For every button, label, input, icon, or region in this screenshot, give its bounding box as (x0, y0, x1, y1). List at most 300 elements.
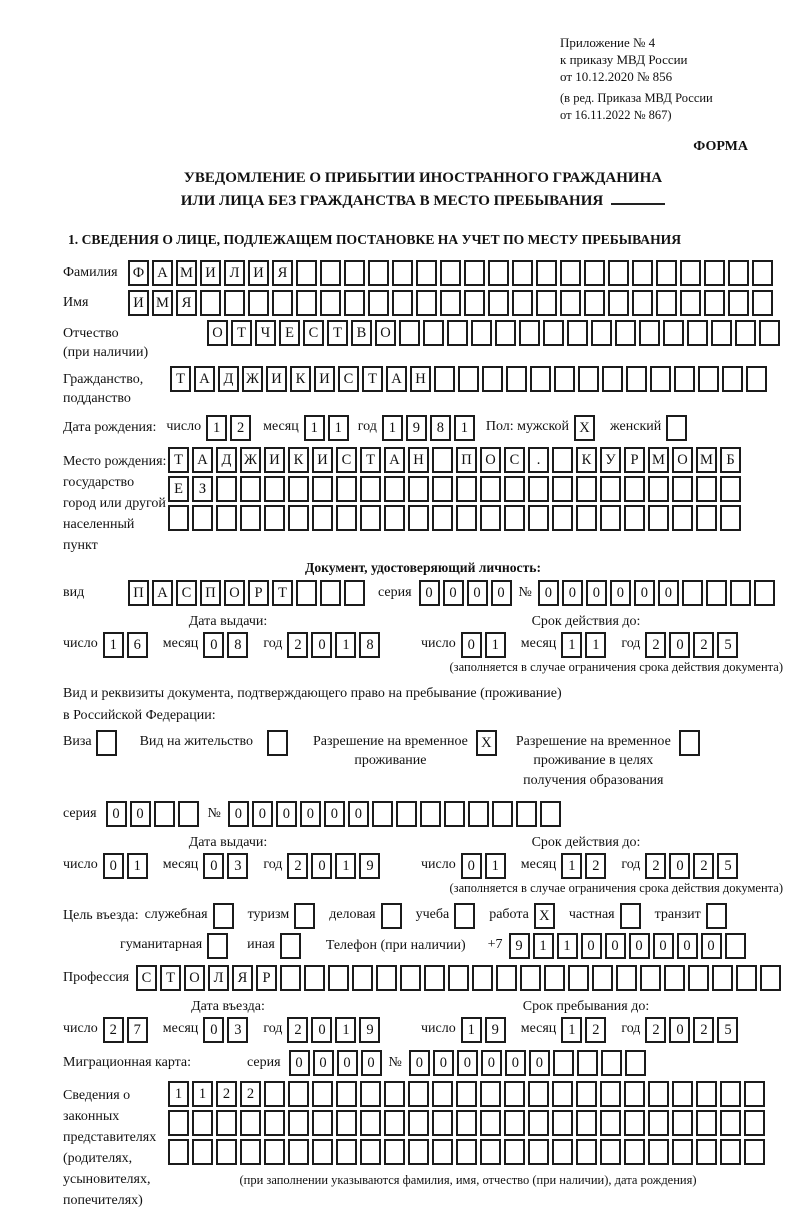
char-cell[interactable]: Т (170, 366, 191, 392)
char-cell[interactable] (432, 1139, 453, 1165)
char-cell[interactable] (482, 366, 503, 392)
char-cell[interactable]: 0 (653, 933, 674, 959)
char-cell[interactable] (384, 1081, 405, 1107)
char-cell[interactable]: 1 (454, 415, 475, 441)
char-cell[interactable]: Б (720, 447, 741, 473)
char-cell[interactable] (399, 320, 420, 346)
char-cell[interactable]: 1 (461, 1017, 482, 1043)
char-cell[interactable]: 0 (669, 853, 690, 879)
char-cell[interactable] (288, 505, 309, 531)
char-cell[interactable] (240, 1110, 261, 1136)
char-cell[interactable]: О (480, 447, 501, 473)
char-cell[interactable] (672, 1110, 693, 1136)
char-cell[interactable] (554, 366, 575, 392)
char-cell[interactable] (760, 965, 781, 991)
char-cell[interactable] (608, 290, 629, 316)
char-cell[interactable] (504, 505, 525, 531)
char-cell[interactable]: 0 (610, 580, 631, 606)
char-cell[interactable] (624, 1110, 645, 1136)
char-cell[interactable] (536, 260, 557, 286)
char-cell[interactable]: Л (224, 260, 245, 286)
char-cell[interactable]: Т (160, 965, 181, 991)
char-cell[interactable] (408, 505, 429, 531)
char-cell[interactable] (576, 1110, 597, 1136)
char-cell[interactable]: 0 (203, 632, 224, 658)
char-cell[interactable]: 2 (693, 853, 714, 879)
char-cell[interactable] (471, 320, 492, 346)
char-cell[interactable] (648, 1081, 669, 1107)
char-cell[interactable]: 9 (359, 853, 380, 879)
char-cell[interactable] (754, 580, 775, 606)
char-cell[interactable]: И (266, 366, 287, 392)
char-cell[interactable] (519, 320, 540, 346)
char-cell[interactable]: О (672, 447, 693, 473)
char-cell[interactable] (480, 476, 501, 502)
char-cell[interactable] (392, 290, 413, 316)
char-cell[interactable]: А (192, 447, 213, 473)
char-cell[interactable]: И (128, 290, 149, 316)
char-cell[interactable]: 2 (585, 853, 606, 879)
char-cell[interactable]: 0 (311, 853, 332, 879)
char-cell[interactable] (384, 476, 405, 502)
char-cell[interactable]: Я (232, 965, 253, 991)
char-cell[interactable] (336, 1110, 357, 1136)
char-cell[interactable] (296, 260, 317, 286)
char-cell[interactable] (720, 1110, 741, 1136)
char-cell[interactable]: 0 (228, 801, 249, 827)
char-cell[interactable]: К (290, 366, 311, 392)
char-cell[interactable] (454, 903, 475, 929)
char-cell[interactable]: 0 (106, 801, 127, 827)
char-cell[interactable]: 1 (533, 933, 554, 959)
char-cell[interactable] (408, 1081, 429, 1107)
char-cell[interactable]: 0 (130, 801, 151, 827)
char-cell[interactable]: 0 (669, 632, 690, 658)
char-cell[interactable] (696, 505, 717, 531)
char-cell[interactable] (578, 366, 599, 392)
char-cell[interactable] (536, 290, 557, 316)
char-cell[interactable] (752, 290, 773, 316)
char-cell[interactable]: 2 (103, 1017, 124, 1043)
char-cell[interactable] (444, 801, 465, 827)
char-cell[interactable] (468, 801, 489, 827)
char-cell[interactable] (528, 476, 549, 502)
char-cell[interactable] (540, 801, 561, 827)
char-cell[interactable]: А (386, 366, 407, 392)
char-cell[interactable] (440, 260, 461, 286)
char-cell[interactable]: О (207, 320, 228, 346)
char-cell[interactable] (577, 1050, 598, 1076)
char-cell[interactable]: 2 (287, 1017, 308, 1043)
char-cell[interactable]: П (200, 580, 221, 606)
char-cell[interactable]: Я (272, 260, 293, 286)
char-cell[interactable] (744, 1139, 765, 1165)
char-cell[interactable]: 0 (481, 1050, 502, 1076)
char-cell[interactable]: И (248, 260, 269, 286)
char-cell[interactable] (725, 933, 746, 959)
char-cell[interactable]: 2 (216, 1081, 237, 1107)
char-cell[interactable] (381, 903, 402, 929)
char-cell[interactable] (420, 801, 441, 827)
char-cell[interactable]: К (288, 447, 309, 473)
char-cell[interactable]: 0 (289, 1050, 310, 1076)
char-cell[interactable] (200, 290, 221, 316)
char-cell[interactable] (560, 290, 581, 316)
char-cell[interactable] (408, 1110, 429, 1136)
char-cell[interactable] (730, 580, 751, 606)
char-cell[interactable] (744, 1081, 765, 1107)
char-cell[interactable]: 0 (300, 801, 321, 827)
char-cell[interactable] (682, 580, 703, 606)
char-cell[interactable] (360, 1110, 381, 1136)
char-cell[interactable] (632, 260, 653, 286)
char-cell[interactable] (666, 415, 687, 441)
char-cell[interactable] (296, 580, 317, 606)
char-cell[interactable]: 9 (509, 933, 530, 959)
char-cell[interactable]: 1 (485, 632, 506, 658)
char-cell[interactable] (752, 260, 773, 286)
char-cell[interactable] (312, 1110, 333, 1136)
char-cell[interactable] (296, 290, 317, 316)
char-cell[interactable] (648, 1139, 669, 1165)
char-cell[interactable] (576, 476, 597, 502)
char-cell[interactable] (600, 1110, 621, 1136)
char-cell[interactable]: С (336, 447, 357, 473)
char-cell[interactable] (512, 290, 533, 316)
char-cell[interactable] (216, 1139, 237, 1165)
char-cell[interactable] (632, 290, 653, 316)
char-cell[interactable] (512, 260, 533, 286)
char-cell[interactable] (687, 320, 708, 346)
char-cell[interactable]: 0 (669, 1017, 690, 1043)
char-cell[interactable] (264, 505, 285, 531)
char-cell[interactable]: 7 (127, 1017, 148, 1043)
char-cell[interactable] (192, 1139, 213, 1165)
char-cell[interactable]: 6 (127, 632, 148, 658)
char-cell[interactable]: 1 (382, 415, 403, 441)
char-cell[interactable] (400, 965, 421, 991)
char-cell[interactable] (272, 290, 293, 316)
char-cell[interactable]: 0 (419, 580, 440, 606)
char-cell[interactable]: Ч (255, 320, 276, 346)
char-cell[interactable] (456, 1139, 477, 1165)
char-cell[interactable] (368, 260, 389, 286)
char-cell[interactable] (591, 320, 612, 346)
char-cell[interactable]: 0 (324, 801, 345, 827)
char-cell[interactable] (240, 1139, 261, 1165)
char-cell[interactable]: 0 (443, 580, 464, 606)
char-cell[interactable] (488, 260, 509, 286)
char-cell[interactable] (528, 1139, 549, 1165)
char-cell[interactable]: 2 (287, 853, 308, 879)
char-cell[interactable]: Р (248, 580, 269, 606)
char-cell[interactable] (696, 476, 717, 502)
char-cell[interactable] (280, 933, 301, 959)
char-cell[interactable]: 2 (693, 632, 714, 658)
char-cell[interactable] (600, 1081, 621, 1107)
char-cell[interactable] (480, 1081, 501, 1107)
char-cell[interactable] (432, 447, 453, 473)
char-cell[interactable] (264, 1110, 285, 1136)
char-cell[interactable] (720, 1139, 741, 1165)
char-cell[interactable]: Л (208, 965, 229, 991)
char-cell[interactable] (496, 965, 517, 991)
char-cell[interactable]: Я (176, 290, 197, 316)
char-cell[interactable] (696, 1110, 717, 1136)
char-cell[interactable] (456, 1110, 477, 1136)
char-cell[interactable]: М (648, 447, 669, 473)
char-cell[interactable] (616, 965, 637, 991)
char-cell[interactable] (168, 1110, 189, 1136)
char-cell[interactable]: 1 (168, 1081, 189, 1107)
char-cell[interactable] (520, 965, 541, 991)
char-cell[interactable] (674, 366, 695, 392)
char-cell[interactable]: 8 (430, 415, 451, 441)
char-cell[interactable] (672, 1139, 693, 1165)
char-cell[interactable]: 8 (227, 632, 248, 658)
char-cell[interactable] (432, 1081, 453, 1107)
char-cell[interactable] (602, 366, 623, 392)
char-cell[interactable] (506, 366, 527, 392)
char-cell[interactable] (368, 290, 389, 316)
char-cell[interactable] (416, 260, 437, 286)
char-cell[interactable]: Р (624, 447, 645, 473)
char-cell[interactable]: 0 (252, 801, 273, 827)
char-cell[interactable] (96, 730, 117, 756)
char-cell[interactable] (624, 1139, 645, 1165)
char-cell[interactable]: 0 (337, 1050, 358, 1076)
char-cell[interactable] (528, 1081, 549, 1107)
char-cell[interactable] (154, 801, 175, 827)
char-cell[interactable] (416, 290, 437, 316)
char-cell[interactable]: 0 (491, 580, 512, 606)
char-cell[interactable] (423, 320, 444, 346)
char-cell[interactable]: 3 (227, 853, 248, 879)
char-cell[interactable]: С (136, 965, 157, 991)
char-cell[interactable]: 0 (505, 1050, 526, 1076)
char-cell[interactable] (504, 1110, 525, 1136)
char-cell[interactable]: 1 (192, 1081, 213, 1107)
char-cell[interactable] (544, 965, 565, 991)
char-cell[interactable] (663, 320, 684, 346)
char-cell[interactable]: М (152, 290, 173, 316)
char-cell[interactable]: О (375, 320, 396, 346)
char-cell[interactable] (543, 320, 564, 346)
char-cell[interactable] (672, 476, 693, 502)
char-cell[interactable]: Д (216, 447, 237, 473)
char-cell[interactable] (620, 903, 641, 929)
char-cell[interactable] (656, 290, 677, 316)
char-cell[interactable]: 0 (203, 853, 224, 879)
char-cell[interactable] (312, 505, 333, 531)
char-cell[interactable]: Ж (242, 366, 263, 392)
char-cell[interactable]: Т (327, 320, 348, 346)
char-cell[interactable] (168, 505, 189, 531)
char-cell[interactable] (698, 366, 719, 392)
char-cell[interactable]: 5 (717, 1017, 738, 1043)
char-cell[interactable] (288, 1139, 309, 1165)
char-cell[interactable] (336, 505, 357, 531)
char-cell[interactable] (336, 476, 357, 502)
char-cell[interactable]: 1 (127, 853, 148, 879)
char-cell[interactable] (576, 505, 597, 531)
char-cell[interactable] (568, 965, 589, 991)
char-cell[interactable] (320, 290, 341, 316)
char-cell[interactable]: 1 (585, 632, 606, 658)
char-cell[interactable] (488, 290, 509, 316)
char-cell[interactable] (207, 933, 228, 959)
char-cell[interactable] (672, 505, 693, 531)
char-cell[interactable] (248, 290, 269, 316)
char-cell[interactable]: 0 (361, 1050, 382, 1076)
char-cell[interactable] (434, 366, 455, 392)
char-cell[interactable]: 8 (359, 632, 380, 658)
char-cell[interactable]: 1 (335, 632, 356, 658)
char-cell[interactable] (704, 260, 725, 286)
char-cell[interactable] (288, 1081, 309, 1107)
char-cell[interactable]: 0 (467, 580, 488, 606)
char-cell[interactable] (384, 1110, 405, 1136)
char-cell[interactable]: И (200, 260, 221, 286)
char-cell[interactable] (360, 1081, 381, 1107)
char-cell[interactable] (530, 366, 551, 392)
char-cell[interactable] (560, 260, 581, 286)
char-cell[interactable] (424, 965, 445, 991)
char-cell[interactable] (552, 505, 573, 531)
char-cell[interactable]: М (696, 447, 717, 473)
char-cell[interactable]: 0 (701, 933, 722, 959)
char-cell[interactable] (408, 476, 429, 502)
char-cell[interactable] (720, 476, 741, 502)
char-cell[interactable] (458, 366, 479, 392)
char-cell[interactable] (706, 903, 727, 929)
char-cell[interactable]: 1 (103, 632, 124, 658)
char-cell[interactable]: 0 (103, 853, 124, 879)
char-cell[interactable]: 2 (287, 632, 308, 658)
char-cell[interactable]: 9 (485, 1017, 506, 1043)
char-cell[interactable]: К (576, 447, 597, 473)
char-cell[interactable] (504, 1081, 525, 1107)
char-cell[interactable]: 0 (658, 580, 679, 606)
char-cell[interactable] (492, 801, 513, 827)
char-cell[interactable]: 9 (406, 415, 427, 441)
char-cell[interactable]: 1 (206, 415, 227, 441)
char-cell[interactable] (696, 1139, 717, 1165)
char-cell[interactable]: 2 (693, 1017, 714, 1043)
char-cell[interactable]: 0 (461, 632, 482, 658)
char-cell[interactable]: Е (279, 320, 300, 346)
char-cell[interactable] (528, 1110, 549, 1136)
char-cell[interactable] (304, 965, 325, 991)
char-cell[interactable] (352, 965, 373, 991)
char-cell[interactable] (552, 1081, 573, 1107)
char-cell[interactable] (344, 260, 365, 286)
char-cell[interactable] (384, 1139, 405, 1165)
char-cell[interactable] (464, 290, 485, 316)
char-cell[interactable]: 5 (717, 853, 738, 879)
char-cell[interactable] (192, 505, 213, 531)
char-cell[interactable] (516, 801, 537, 827)
char-cell[interactable]: 0 (581, 933, 602, 959)
char-cell[interactable]: 0 (409, 1050, 430, 1076)
char-cell[interactable]: А (152, 580, 173, 606)
char-cell[interactable] (178, 801, 199, 827)
char-cell[interactable] (680, 260, 701, 286)
char-cell[interactable] (584, 290, 605, 316)
char-cell[interactable]: 0 (562, 580, 583, 606)
char-cell[interactable] (640, 965, 661, 991)
char-cell[interactable]: О (224, 580, 245, 606)
char-cell[interactable]: Т (360, 447, 381, 473)
char-cell[interactable] (576, 1139, 597, 1165)
char-cell[interactable] (456, 505, 477, 531)
char-cell[interactable] (456, 1081, 477, 1107)
char-cell[interactable] (372, 801, 393, 827)
char-cell[interactable]: Т (362, 366, 383, 392)
char-cell[interactable] (625, 1050, 646, 1076)
char-cell[interactable] (280, 965, 301, 991)
char-cell[interactable] (360, 1139, 381, 1165)
char-cell[interactable] (736, 965, 757, 991)
char-cell[interactable]: X (574, 415, 595, 441)
char-cell[interactable]: А (152, 260, 173, 286)
char-cell[interactable] (267, 730, 288, 756)
char-cell[interactable] (192, 1110, 213, 1136)
char-cell[interactable] (626, 366, 647, 392)
char-cell[interactable] (615, 320, 636, 346)
char-cell[interactable] (480, 1139, 501, 1165)
char-cell[interactable]: Т (168, 447, 189, 473)
char-cell[interactable] (576, 1081, 597, 1107)
char-cell[interactable] (360, 505, 381, 531)
char-cell[interactable] (504, 476, 525, 502)
char-cell[interactable]: 0 (605, 933, 626, 959)
char-cell[interactable] (312, 476, 333, 502)
char-cell[interactable]: И (264, 447, 285, 473)
char-cell[interactable]: 0 (629, 933, 650, 959)
char-cell[interactable] (608, 260, 629, 286)
char-cell[interactable] (213, 903, 234, 929)
char-cell[interactable] (624, 1081, 645, 1107)
char-cell[interactable] (328, 965, 349, 991)
char-cell[interactable] (224, 290, 245, 316)
char-cell[interactable] (408, 1139, 429, 1165)
char-cell[interactable] (720, 1081, 741, 1107)
char-cell[interactable] (288, 1110, 309, 1136)
char-cell[interactable] (728, 290, 749, 316)
char-cell[interactable]: О (184, 965, 205, 991)
char-cell[interactable]: П (456, 447, 477, 473)
char-cell[interactable] (584, 260, 605, 286)
char-cell[interactable] (639, 320, 660, 346)
char-cell[interactable] (495, 320, 516, 346)
char-cell[interactable]: 0 (313, 1050, 334, 1076)
char-cell[interactable] (656, 260, 677, 286)
char-cell[interactable]: И (314, 366, 335, 392)
char-cell[interactable]: 1 (485, 853, 506, 879)
char-cell[interactable] (456, 476, 477, 502)
char-cell[interactable]: А (384, 447, 405, 473)
char-cell[interactable]: 0 (586, 580, 607, 606)
char-cell[interactable] (504, 1139, 525, 1165)
char-cell[interactable]: Ф (128, 260, 149, 286)
char-cell[interactable] (336, 1139, 357, 1165)
char-cell[interactable] (722, 366, 743, 392)
char-cell[interactable] (746, 366, 767, 392)
char-cell[interactable]: 0 (203, 1017, 224, 1043)
char-cell[interactable] (472, 965, 493, 991)
char-cell[interactable] (601, 1050, 622, 1076)
